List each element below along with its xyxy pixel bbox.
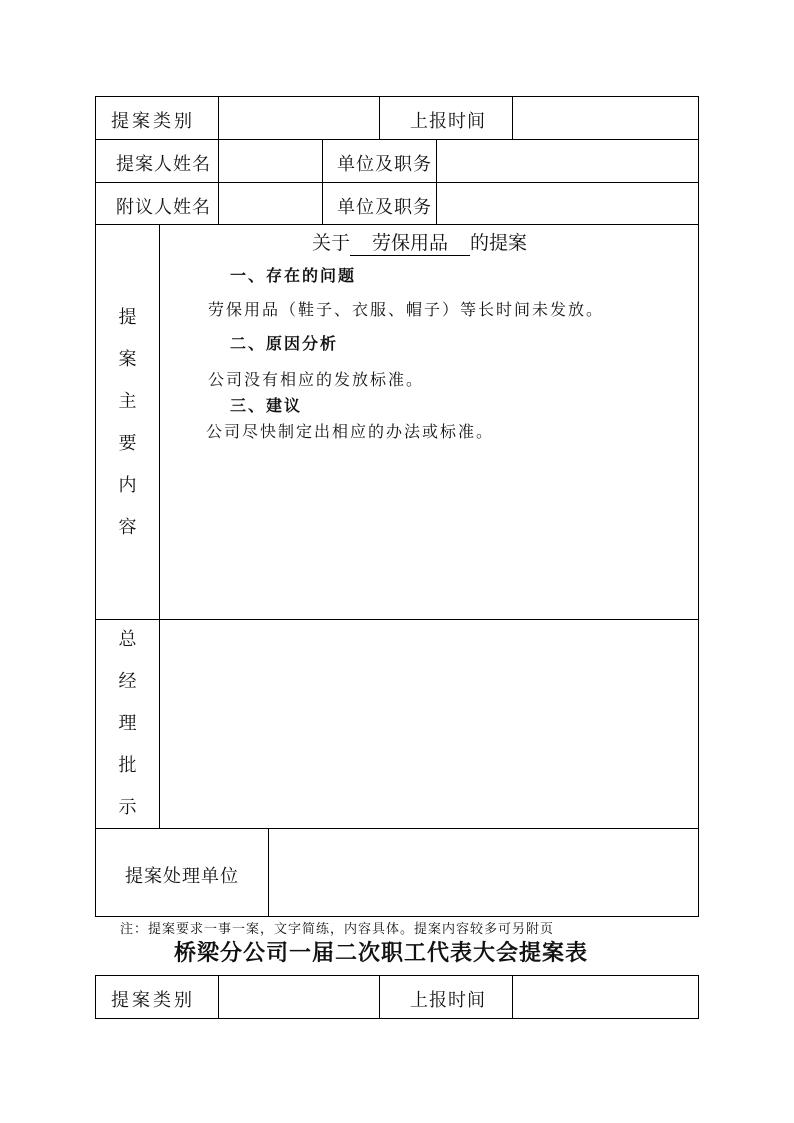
row-divider [95,139,699,140]
col-divider [218,96,219,140]
table-border-right [698,96,699,917]
gm-approval-label-char: 批 [118,755,137,776]
row-divider [95,619,699,620]
section-2-heading: 二、原因分析 [230,334,339,353]
form-note: 注：提案要求一事一案，文字简练，内容具体。提案内容较多可另附页 [120,922,555,937]
col-divider [379,975,380,1019]
seconder-name-field[interactable] [220,184,320,223]
section-1-heading: 一、存在的问题 [230,266,357,285]
table-border-top [95,975,699,976]
gm-approval-label-char: 示 [118,797,137,818]
proposal-title-suffix: 的提案 [470,232,528,254]
document-title: 桥梁分公司一届二次职工代表大会提案表 [174,940,589,966]
proposer-unit-field[interactable] [438,141,696,181]
section-3-text: 公司尽快制定出相应的办法或标准。 [206,422,495,441]
content-label [96,297,159,549]
col-divider [322,139,323,225]
gm-approval-label [96,619,159,829]
section-3-heading: 三、建议 [230,396,303,415]
seconder-unit-label: 单位及职务 [337,197,432,218]
table-border-top [95,96,699,97]
next-category-field[interactable] [220,977,377,1017]
section-2-text: 公司没有相应的发放标准。 [208,370,425,389]
proposer-name-label: 提案人姓名 [116,154,211,175]
table-border-left [95,975,96,1019]
gm-approval-field[interactable] [161,621,697,827]
content-body[interactable] [160,225,698,619]
col-divider [512,96,513,140]
table-border-bottom [95,1018,699,1019]
seconder-unit-field[interactable] [438,184,696,223]
gm-approval-label-char: 总 [118,629,137,650]
gm-approval-label-char: 理 [118,713,137,734]
col-divider [218,975,219,1019]
proposal-title-prefix: 关于 [312,232,351,254]
table-border-bottom [95,916,699,917]
proposer-unit-label: 单位及职务 [337,154,432,175]
row-divider [95,828,699,829]
content-label-char: 要 [118,433,137,454]
col-divider [436,139,437,225]
proposer-name-field[interactable] [220,141,320,181]
table-border-right [698,975,699,1019]
next-category-label: 提案类别 [111,990,195,1011]
handler-unit-field[interactable] [270,830,697,915]
content-label-char: 容 [118,517,137,538]
report-time-label: 上报时间 [410,111,486,132]
content-label-char: 主 [118,391,137,412]
report-time-field[interactable] [514,98,696,138]
handler-unit-label: 提案处理单位 [125,866,239,887]
category-label: 提案类别 [111,111,195,132]
col-divider [218,139,219,225]
section-1-text: 劳保用品（鞋子、衣服、帽子）等长时间未发放。 [208,300,605,319]
proposal-title [312,228,527,256]
proposal-title-topic: 劳保用品 [350,228,470,256]
next-report-time-field[interactable] [514,977,696,1017]
seconder-name-label: 附议人姓名 [116,197,211,218]
row-divider [95,182,699,183]
content-label-char: 内 [118,475,137,496]
col-divider [379,96,380,140]
content-label-char: 案 [118,349,137,370]
col-divider [268,828,269,917]
next-report-time-label: 上报时间 [410,990,486,1011]
gm-approval-label-char: 经 [118,671,137,692]
content-label-char: 提 [118,307,137,328]
col-divider [512,975,513,1019]
category-field[interactable] [220,98,377,138]
